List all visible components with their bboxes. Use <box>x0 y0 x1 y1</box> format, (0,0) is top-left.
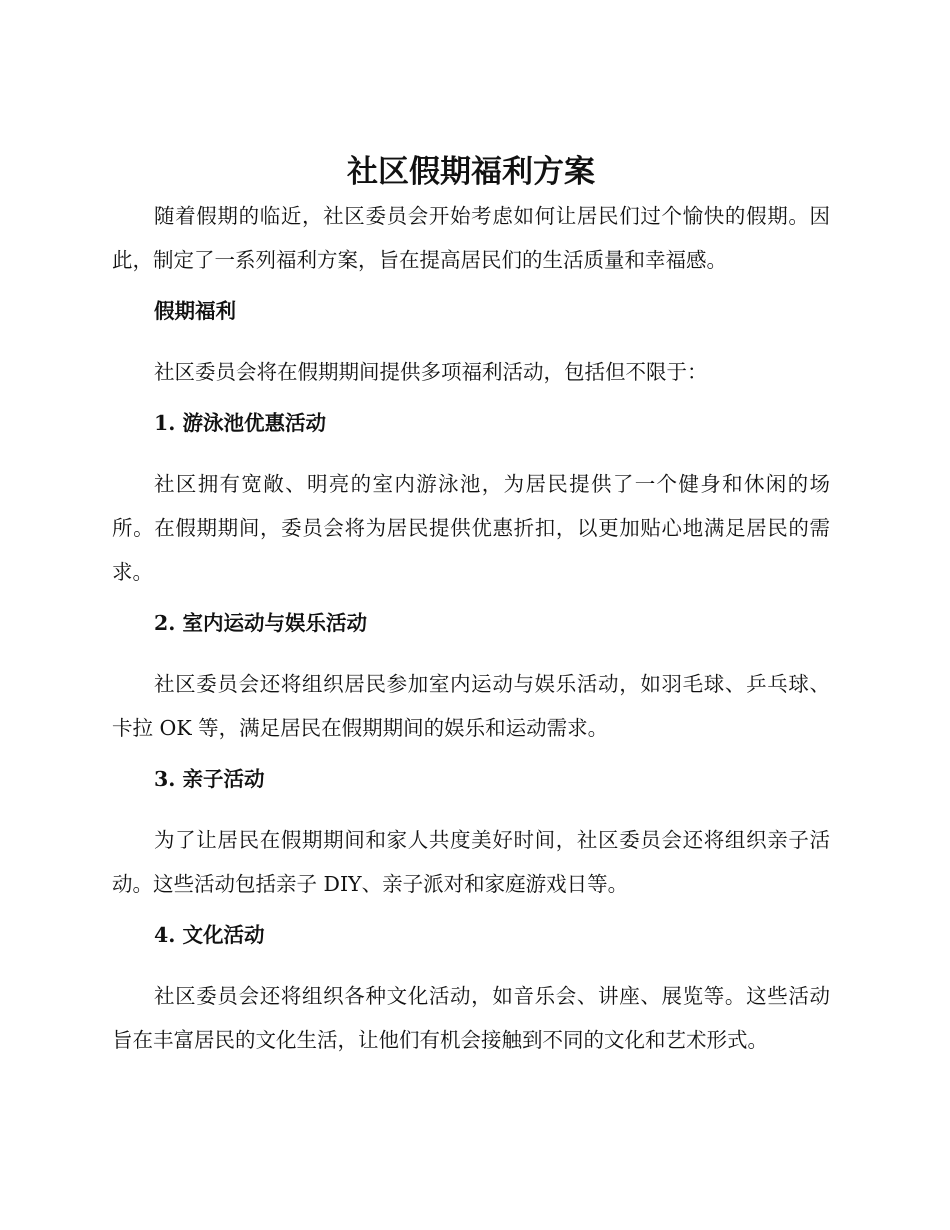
item-text-indoor-sports: 社区委员会还将组织居民参加室内运动与娱乐活动，如羽毛球、乒乓球、卡拉 OK 等，满足居民在假期期间的娱乐和运动需求。 <box>112 672 830 740</box>
spacer <box>112 394 830 408</box>
item-text-culture: 社区委员会还将组织各种文化活动，如音乐会、讲座、展览等。这些活动旨在丰富居民的文化生活，让他们有机会接触到不同的文化和艺术形式。 <box>112 984 830 1052</box>
spacer <box>112 438 830 462</box>
spacer <box>112 594 830 608</box>
document-title: 社区假期福利方案 <box>347 154 595 190</box>
section-intro-paragraph: 社区委员会将在假期期间提供多项福利活动，包括但不限于： <box>154 360 708 384</box>
item-text-family: 为了让居民在假期期间和家人共度美好时间，社区委员会还将组织亲子活动。这些活动包括亲子 DIY、亲子派对和家庭游戏日等。 <box>112 828 830 896</box>
spacer <box>112 282 830 296</box>
item-heading-indoor-sports: 2. 室内运动与娱乐活动 <box>154 611 368 635</box>
spacer <box>112 750 830 764</box>
document-body <box>112 150 830 1062</box>
section-heading: 假期福利 <box>154 299 236 323</box>
item-text-pool: 社区拥有宽敞、明亮的室内游泳池，为居民提供了一个健身和休闲的场所。在假期期间，委员会将为居民提供优惠折扣，以更加贴心地满足居民的需求。 <box>112 472 830 584</box>
item-heading-family: 3. 亲子活动 <box>154 767 265 791</box>
spacer <box>112 638 830 662</box>
item-heading-pool: 1. 游泳池优惠活动 <box>154 411 327 435</box>
spacer <box>112 950 830 974</box>
spacer <box>112 794 830 818</box>
item-heading-culture: 4. 文化活动 <box>154 923 265 947</box>
spacer <box>112 326 830 350</box>
intro-paragraph: 随着假期的临近，社区委员会开始考虑如何让居民们过个愉快的假期。因此，制定了一系列福利方案，旨在提高居民们的生活质量和幸福感。 <box>112 204 830 272</box>
spacer <box>112 906 830 920</box>
